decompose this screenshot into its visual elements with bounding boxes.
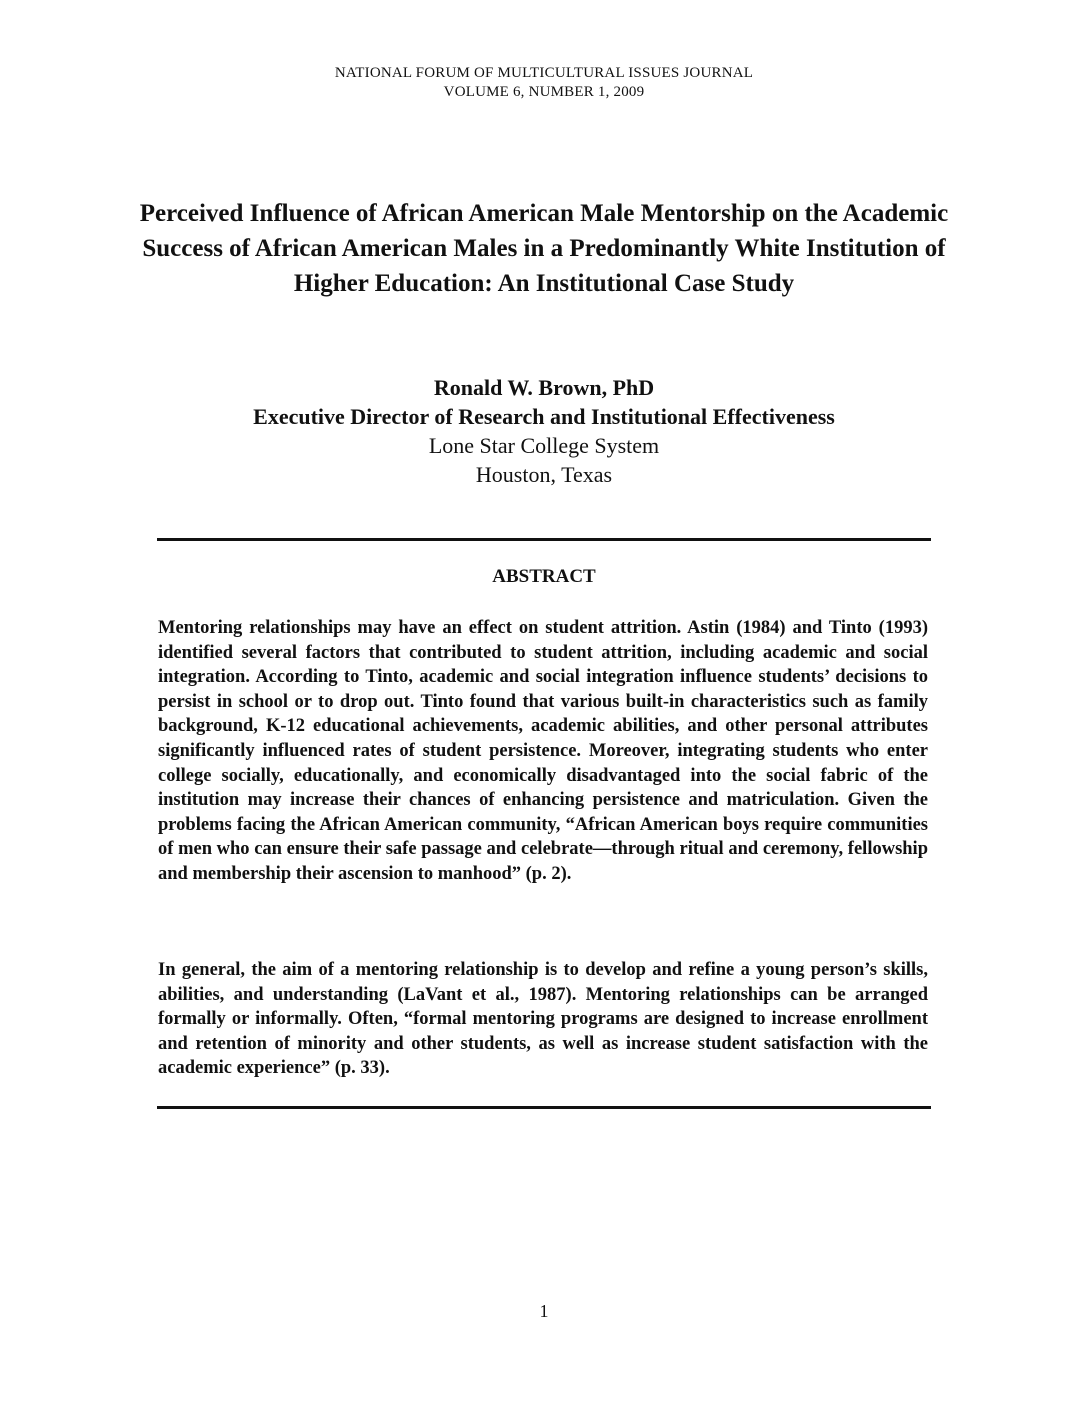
article-title: Perceived Influence of African American Male Mentorship on the Academic Success of African American Males in a Predominantly White Institution of Higher Education: An Institutional Case Study: [139, 200, 949, 297]
journal-volume: VOLUME 6, NUMBER 1, 2009: [443, 84, 645, 100]
abstract-bottom-rule: [157, 1106, 931, 1109]
author-name: Ronald W. Brown, PhD: [433, 375, 655, 400]
abstract-paragraph-2: In general, the aim of a mentoring relationship is to develop and refine a young person’s skills, abilities, and understanding (LaVant et al., 1987). Mentoring relationships can be arranged formally or informally. Often, “formal mentoring programs are designed to increase enrollment and retention of minority and other students, as well as increase student satisfaction with the academic experience” (p. 33).: [158, 960, 928, 1079]
author-institution: Lone Star College System: [428, 433, 660, 458]
journal-name: NATIONAL FORUM OF MULTICULTURAL ISSUES JOURNAL: [334, 65, 754, 81]
author-location: Houston, Texas: [475, 462, 613, 487]
abstract-heading: ABSTRACT: [492, 566, 596, 587]
journal-header: [0, 64, 1088, 102]
abstract-top-rule: [157, 538, 931, 541]
page-number: 1: [539, 1301, 549, 1321]
abstract-paragraph-1: Mentoring relationships may have an effect on student attrition. Astin (1984) and Tinto (1993) identified several factors that contributed to student attrition, including academic and social integration. According to Tinto, academic and social integration influence students’ decisions to persist in school or to drop out. Tinto found that various built-in characteristics such as family background, K-12 educational achievements, academic abilities, and other personal attributes significantly influenced rates of student persistence. Moreover, integrating students who enter college socially, educationally, and economically disadvantaged into the social fabric of the institution may increase their chances of enhancing persistence and matriculation. Given the problems facing the African American community, “African American boys require communities of men who can ensure their safe passage and celebrate—through ritual and ceremony, fellowship and membership their ascension to manhood” (p. 2).: [158, 618, 928, 884]
author-position: Executive Director of Research and Institutional Effectiveness: [253, 404, 835, 429]
author-block: [0, 373, 1088, 489]
